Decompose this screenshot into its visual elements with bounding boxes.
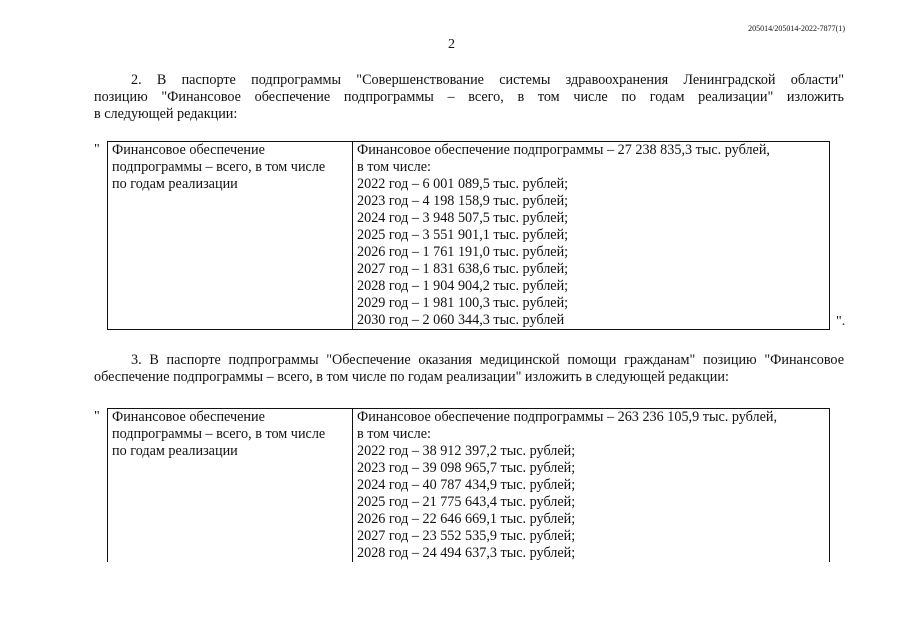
year-funding-line: 2022 год – 38 912 397,2 тыс. рублей; [357,443,576,459]
paragraph-line: в следующей редакции: [94,106,238,122]
document-number: 205014/205014-2022-7877(1) [748,24,845,33]
cell-line: Финансовое обеспечение подпрограммы – 27 238 835,3 тыс. рублей, [357,142,770,158]
funding-table-2 [107,408,830,562]
opening-quote: " [94,142,100,157]
funding-values-cell [353,142,830,330]
year-funding-line: 2028 год – 1 904 904,2 тыс. рублей; [357,278,569,294]
paragraph-3 [94,352,844,386]
paragraph-line: 2. В паспорте подпрограммы "Совершенствование системы здравоохранения Ленинградской области" [131,72,844,88]
year-funding-line: 2029 год – 1 981 100,3 тыс. рублей; [357,295,569,311]
position-name-cell [108,142,353,330]
year-funding-line: 2026 год – 22 646 669,1 тыс. рублей; [357,511,576,527]
cell-line: Финансовое обеспечение подпрограммы – 263 236 105,9 тыс. рублей, [357,409,778,425]
year-funding-line: 2025 год – 3 551 901,1 тыс. рублей; [357,227,569,243]
paragraph-line: 3. В паспорте подпрограммы "Обеспечение оказания медицинской помощи гражданам" позицию "Финансовое [131,352,844,368]
cell-line: Финансовое обеспечение [112,142,265,158]
page-number: 2 [448,37,455,52]
cell-line: Финансовое обеспечение [112,409,265,425]
opening-quote: " [94,409,100,424]
paragraph-line: обеспечение подпрограммы – всего, в том числе по годам реализации" изложить в следующей редакции: [94,369,729,385]
year-funding-line: 2027 год – 23 552 535,9 тыс. рублей; [357,528,576,544]
year-funding-line: 2025 год – 21 775 643,4 тыс. рублей; [357,494,576,510]
closing-quote: ". [836,314,846,329]
cell-line: в том числе: [357,159,431,175]
year-funding-line: 2024 год – 3 948 507,5 тыс. рублей; [357,210,569,226]
year-funding-line: 2023 год – 4 198 158,9 тыс. рублей; [357,193,569,209]
year-funding-line: 2026 год – 1 761 191,0 тыс. рублей; [357,244,569,260]
year-funding-line: 2030 год – 2 060 344,3 тыс. рублей [357,312,565,328]
year-funding-line: 2022 год – 6 001 089,5 тыс. рублей; [357,176,569,192]
position-name-cell [108,409,353,563]
year-funding-line: 2027 год – 1 831 638,6 тыс. рублей; [357,261,569,277]
paragraph-line: позицию "Финансовое обеспечение подпрограммы – всего, в том числе по годам реализации" изложить [94,89,844,105]
year-funding-line: 2024 год – 40 787 434,9 тыс. рублей; [357,477,576,493]
cell-line: подпрограммы – всего, в том числе [112,426,326,442]
cell-line: по годам реализации [112,443,238,459]
funding-values-cell [353,409,830,563]
year-funding-line: 2023 год – 39 098 965,7 тыс. рублей; [357,460,576,476]
cell-line: по годам реализации [112,176,238,192]
cell-line: в том числе: [357,426,431,442]
paragraph-2 [94,72,844,123]
cell-line: подпрограммы – всего, в том числе [112,159,326,175]
year-funding-line: 2028 год – 24 494 637,3 тыс. рублей; [357,545,576,561]
funding-table-1 [107,141,830,330]
